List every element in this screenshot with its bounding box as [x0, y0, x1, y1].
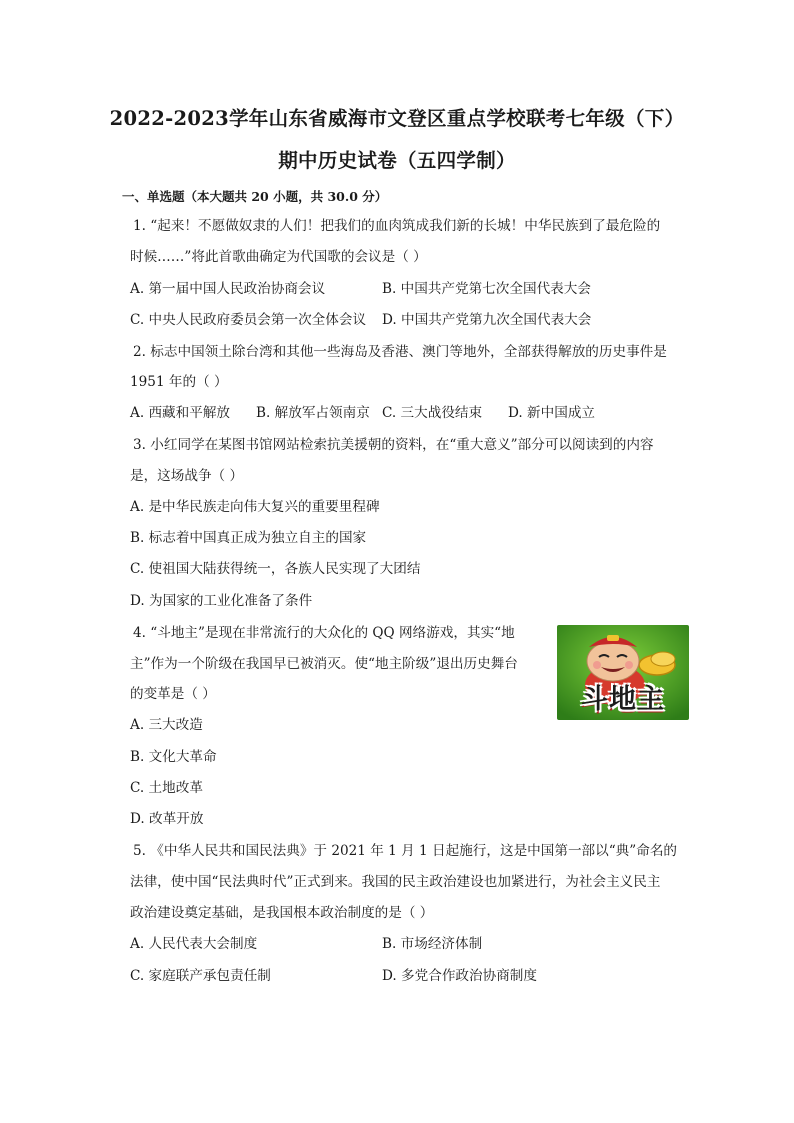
page-title-line-1: 2022-2023学年山东省威海市文登区重点学校联考七年级（下） — [109, 107, 685, 130]
question-5-option-d: D. 多党合作政治协商制度 — [382, 968, 537, 984]
question-5-option-b: B. 市场经济体制 — [382, 936, 483, 952]
question-2-option-c: C. 三大战役结束 — [382, 405, 483, 421]
question-4-stem-line-2: 主”作为一个阶级在我国早已被消灭。使“地主阶级”退出历史舞台 — [130, 656, 518, 672]
question-2-option-d: D. 新中国成立 — [508, 405, 596, 421]
question-4-option-c: C. 土地改革 — [130, 780, 203, 796]
question-4-option-a: A. 三大改造 — [130, 717, 203, 733]
doudizhu-image-text: 斗地主 — [581, 684, 665, 715]
question-1-option-b: B. 中国共产党第七次全国代表大会 — [382, 281, 591, 297]
doudizhu-game-image — [557, 625, 689, 720]
question-5-stem-line-1: 5. 《中华人民共和国民法典》于 2021 年 1 月 1 日起施行，这是中国第一部以“典”命名的 — [133, 843, 678, 859]
question-3-option-d: D. 为国家的工业化准备了条件 — [130, 593, 313, 609]
question-3-option-b: B. 标志着中国真正成为独立自主的国家 — [130, 530, 367, 546]
question-3-option-c: C. 使祖国大陆获得统一，各族人民实现了大团结 — [130, 561, 421, 577]
question-2-stem-line-1: 2. 标志中国领土除台湾和其他一些海岛及香港、澳门等地外，全部获得解放的历史事件是 — [133, 344, 667, 360]
page-title-line-2: 期中历史试卷（五四学制） — [278, 149, 516, 172]
question-2-option-a: A. 西藏和平解放 — [130, 405, 231, 421]
question-2-stem-line-2: 1951 年的（ ） — [130, 374, 228, 390]
question-5-option-c: C. 家庭联产承包责任制 — [130, 968, 271, 984]
question-1-stem-line-1: 1. “起来！不愿做奴隶的人们！把我们的血肉筑成我们新的长城！中华民族到了最危险的 — [133, 218, 661, 234]
question-4-option-d: D. 改革开放 — [130, 811, 204, 827]
question-1-option-c: C. 中央人民政府委员会第一次全体会议 — [130, 312, 367, 328]
section-heading: 一、单选题（本大题共 20 小题，共 30.0 分） — [122, 189, 388, 204]
question-3-stem-line-1: 3. 小红同学在某图书馆网站检索抗美援朝的资料，在“重大意义”部分可以阅读到的内容 — [133, 437, 654, 453]
question-1-option-a: A. 第一届中国人民政治协商会议 — [130, 281, 326, 297]
question-1-option-d: D. 中国共产党第九次全国代表大会 — [382, 312, 592, 328]
question-5-stem-line-3: 政治建设奠定基础，是我国根本政治制度的是（ ） — [130, 905, 434, 921]
question-5-stem-line-2: 法律，使中国“民法典时代”正式到来。我国的民主政治建设也加紧进行，为社会主义民主 — [130, 874, 661, 890]
question-5-option-a: A. 人民代表大会制度 — [130, 936, 258, 952]
question-3-stem-line-2: 是，这场战争（ ） — [130, 468, 244, 484]
question-3-option-a: A. 是中华民族走向伟大复兴的重要里程碑 — [130, 499, 380, 515]
question-4-stem-line-1: 4. “斗地主”是现在非常流行的大众化的 QQ 网络游戏，其实“地 — [133, 625, 515, 641]
question-1-stem-line-2: 时候……”将此首歌曲确定为代国歌的会议是（ ） — [130, 249, 427, 265]
question-2-option-b: B. 解放军占领南京 — [256, 405, 370, 421]
question-4-option-b: B. 文化大革命 — [130, 749, 217, 765]
question-4-stem-line-3: 的变革是（ ） — [130, 686, 216, 702]
